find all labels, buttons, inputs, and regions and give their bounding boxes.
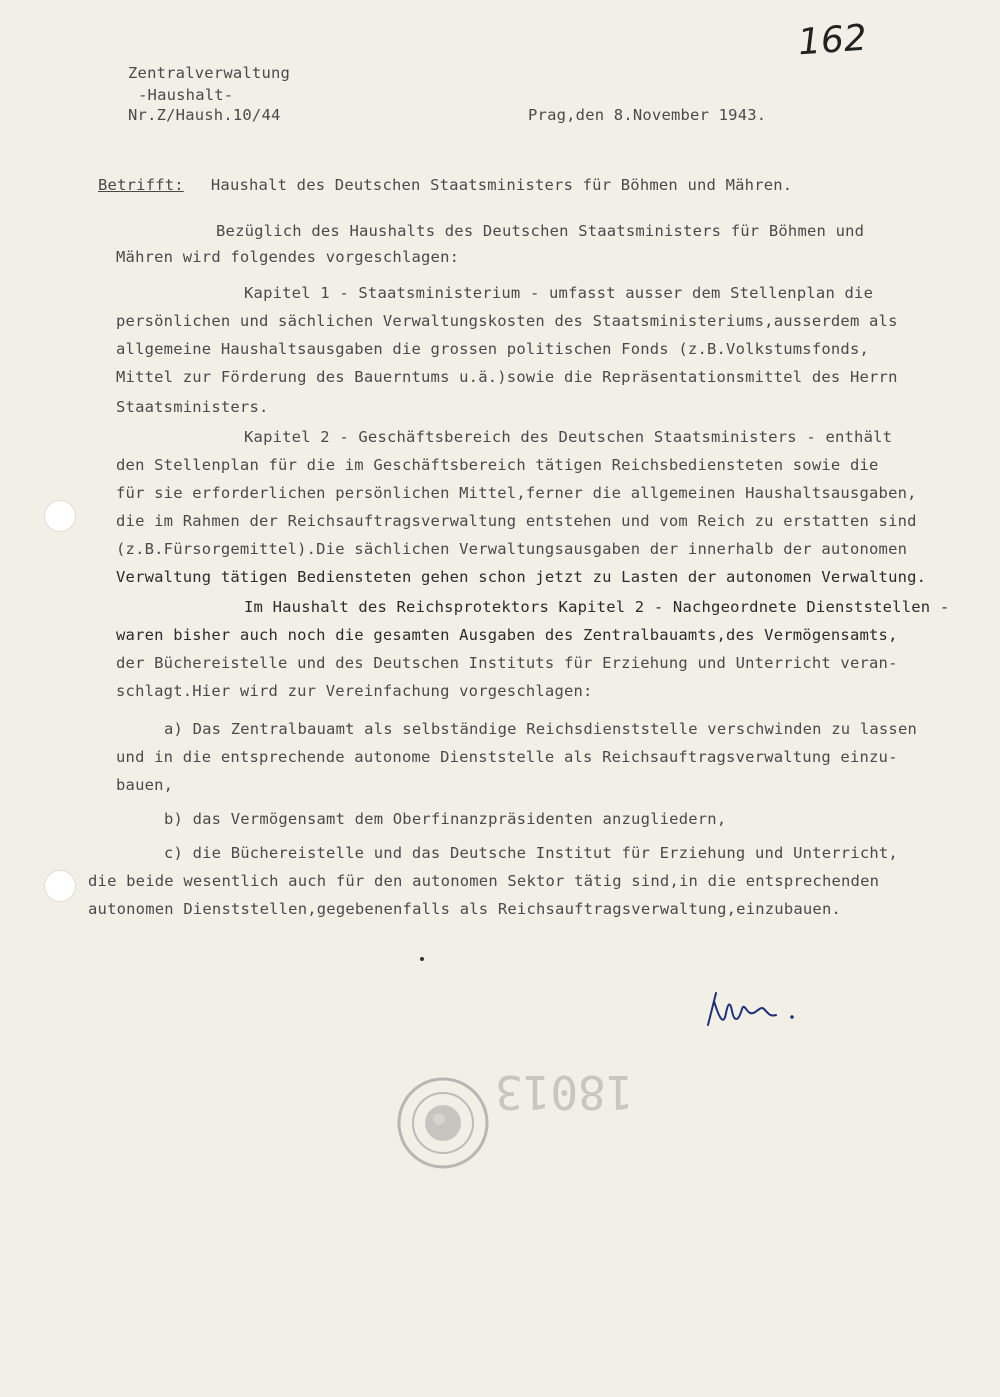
body-line: Kapitel 1 - Staatsministerium - umfasst ausser dem Stellenplan die: [244, 284, 874, 302]
body-line: die beide wesentlich auch für den autonomen Sektor tätig sind,in die entsprechenden: [88, 872, 880, 890]
body-line: Im Haushalt des Reichsprotektors Kapitel 2 - Nachgeordnete Dienststellen -: [244, 598, 950, 616]
body-line: waren bisher auch noch die gesamten Ausgaben des Zentralbauamts,des Vermögensamts,: [116, 626, 898, 644]
body-line: den Stellenplan für die im Geschäftsbereich tätigen Reichsbediensteten sowie die: [116, 456, 879, 474]
body-line: a) Das Zentralbauamt als selbständige Reichsdienststelle verschwinden zu lassen: [164, 720, 918, 738]
body-line: Kapitel 2 - Geschäftsbereich des Deutschen Staatsministers - enthält: [244, 428, 893, 446]
body-line: für sie erforderlichen persönlichen Mittel,ferner die allgemeinen Haushaltsausgaben,: [116, 484, 917, 502]
body-line: allgemeine Haushaltsausgaben die grossen politischen Fonds (z.B.Volkstumsfonds,: [116, 340, 870, 358]
handwritten-page-number: 162: [796, 17, 869, 64]
archive-stamp: [395, 1075, 491, 1171]
archive-number: 18013: [495, 1065, 634, 1119]
document-date: Prag,den 8.November 1943.: [528, 106, 767, 124]
subject-label: Betrifft:: [98, 176, 184, 194]
body-line: persönlichen und sächlichen Verwaltungskosten des Staatsministeriums,ausserdem als: [116, 312, 898, 330]
header-line-2: -Haushalt-: [138, 86, 234, 104]
header-line-1: Zentralverwaltung: [128, 64, 291, 82]
subject-text: Haushalt des Deutschen Staatsministers für Böhmen und Mähren.: [210, 176, 793, 194]
reference-number: Nr.Z/Haush.10/44: [128, 106, 281, 124]
body-line: Mittel zur Förderung des Bauerntums u.ä.)sowie die Repräsentationsmittel des Herrn: [116, 368, 898, 386]
body-line: Bezüglich des Haushalts des Deutschen Staatsministers für Böhmen und: [216, 222, 865, 240]
body-line: der Büchereistelle und des Deutschen Instituts für Erziehung und Unterricht veran-: [116, 654, 898, 672]
body-line: Verwaltung tätigen Bediensteten gehen schon jetzt zu Lasten der autonomen Verwaltung.: [116, 568, 927, 586]
body-line: bauen,: [116, 776, 174, 794]
body-line: Mähren wird folgendes vorgeschlagen:: [116, 248, 460, 266]
ink-mark: [420, 957, 424, 961]
body-line: (z.B.Fürsorgemittel).Die sächlichen Verwaltungsausgaben der innerhalb der autonomen: [116, 540, 908, 558]
punch-hole: [44, 870, 76, 902]
body-line: b) das Vermögensamt dem Oberfinanzpräsidenten anzugliedern,: [164, 810, 727, 828]
body-line: und in die entsprechende autonome Dienststelle als Reichsauftragsverwaltung einzu-: [116, 748, 898, 766]
subject-line: [98, 176, 792, 194]
body-line: c) die Büchereistelle und das Deutsche Institut für Erziehung und Unterricht,: [164, 844, 898, 862]
body-line: autonomen Dienststellen,gegebenenfalls als Reichsauftragsverwaltung,einzubauen.: [88, 900, 842, 918]
body-line: Staatsministers.: [116, 398, 269, 416]
punch-hole: [44, 500, 76, 532]
body-line: die im Rahmen der Reichsauftragsverwaltung entstehen und vom Reich zu erstatten sind: [116, 512, 917, 530]
body-line: schlagt.Hier wird zur Vereinfachung vorgeschlagen:: [116, 682, 593, 700]
handwritten-signature: [700, 985, 810, 1035]
